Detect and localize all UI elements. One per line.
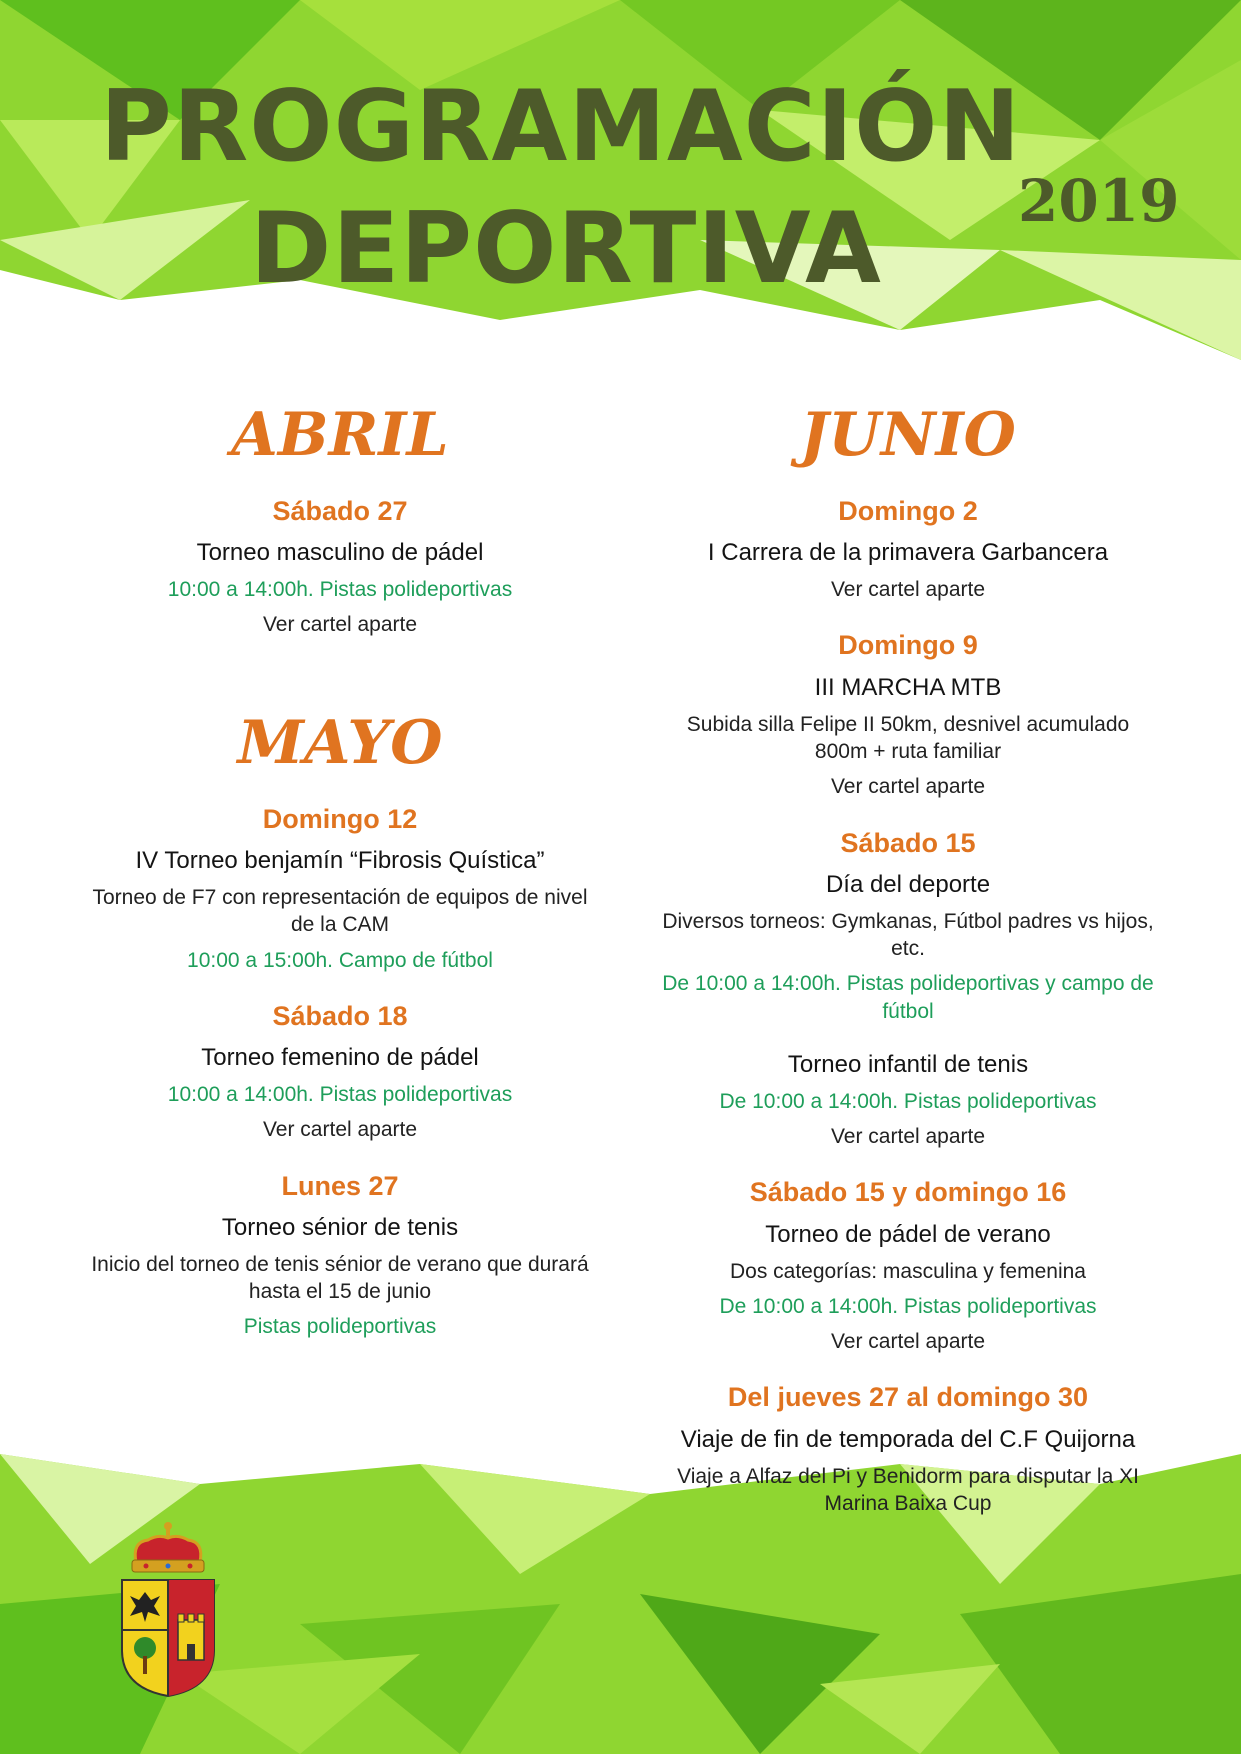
event-note: Ver cartel aparte xyxy=(262,613,418,637)
event-note: Ver cartel aparte xyxy=(830,1125,986,1149)
event-name: Viaje de fin de temporada del C.F Quijorna xyxy=(680,1425,1136,1453)
event-day: Sábado 18 xyxy=(272,1000,408,1031)
event-name: Torneo sénior de tenis xyxy=(221,1214,459,1242)
event-junio-tenis-infantil xyxy=(658,1051,1158,1150)
event-note: Ver cartel aparte xyxy=(262,1118,418,1142)
event-day: Sábado 15 xyxy=(840,827,976,858)
event-time: Pistas polideportivas xyxy=(243,1315,437,1339)
event-junio-9 xyxy=(658,629,1158,800)
event-description: Subida silla Felipe II 50km, desnivel acumulado 800m + ruta familiar xyxy=(686,712,1130,763)
event-time: De 10:00 a 14:00h. Pistas polideportivas y campo de fútbol xyxy=(662,972,1154,1023)
event-mayo-27 xyxy=(90,1170,590,1341)
year: 2019 xyxy=(1018,167,1180,235)
event-name: Torneo femenino de pádel xyxy=(201,1044,479,1072)
event-junio-2 xyxy=(658,495,1158,603)
event-mayo-18 xyxy=(90,1000,590,1144)
event-time: 10:00 a 14:00h. Pistas polideportivas xyxy=(167,578,513,602)
month-heading-mayo: MAYO xyxy=(237,707,443,778)
event-day: Domingo 9 xyxy=(838,630,978,661)
event-name: Día del deporte xyxy=(825,870,991,898)
event-time: 10:00 a 15:00h. Campo de fútbol xyxy=(187,948,493,972)
event-time: De 10:00 a 14:00h. Pistas polideportivas xyxy=(719,1089,1097,1113)
event-description: Torneo de F7 con representación de equipos de nivel de la CAM xyxy=(92,885,588,937)
event-name: Torneo de pádel de verano xyxy=(765,1220,1051,1248)
event-note: Ver cartel aparte xyxy=(830,578,986,602)
event-mayo-12 xyxy=(90,803,590,974)
event-day: Del jueves 27 al domingo 30 xyxy=(727,1382,1089,1413)
event-name: I Carrera de la primavera Garbancera xyxy=(707,539,1109,567)
event-note: Ver cartel aparte xyxy=(830,1330,986,1354)
event-note: Ver cartel aparte xyxy=(830,775,986,799)
event-day: Sábado 27 xyxy=(272,496,408,526)
event-junio-15 xyxy=(658,827,1158,1025)
event-description: Dos categorías: masculina y femenina xyxy=(729,1259,1086,1283)
event-day: Lunes 27 xyxy=(281,1170,399,1201)
title-line-2: DEPORTIVA xyxy=(250,192,882,306)
event-description: Viaje a Alfaz del Pi y Benidorm para disputar la XI Marina Baixa Cup xyxy=(677,1464,1139,1515)
event-name: III MARCHA MTB xyxy=(814,673,1002,701)
coat-of-arms-icon xyxy=(118,1520,218,1700)
event-day: Domingo 12 xyxy=(262,803,418,834)
right-column xyxy=(658,395,1158,1543)
event-name: Torneo masculino de pádel xyxy=(196,539,484,567)
event-name: IV Torneo benjamín “Fibrosis Quística” xyxy=(135,847,545,875)
event-time: De 10:00 a 14:00h. Pistas polideportivas xyxy=(719,1294,1097,1318)
event-junio-27-30 xyxy=(658,1381,1158,1517)
event-day: Domingo 2 xyxy=(838,496,978,526)
event-abril-27 xyxy=(90,495,590,639)
event-description: Diversos torneos: Gymkanas, Fútbol padres vs hijos, etc. xyxy=(662,909,1154,961)
title-line-1: PROGRAMACIÓN xyxy=(100,70,1022,184)
month-heading-junio: JUNIO xyxy=(800,400,1016,470)
event-day: Sábado 15 y domingo 16 xyxy=(749,1177,1067,1208)
event-name: Torneo infantil de tenis xyxy=(787,1050,1029,1078)
event-time: 10:00 a 14:00h. Pistas polideportivas xyxy=(167,1083,513,1107)
month-heading-abril: ABRIL xyxy=(231,400,449,470)
event-description: Inicio del torneo de tenis sénior de verano que durará hasta el 15 de junio xyxy=(91,1252,589,1304)
left-column xyxy=(90,395,590,1367)
event-junio-15-16 xyxy=(658,1176,1158,1355)
